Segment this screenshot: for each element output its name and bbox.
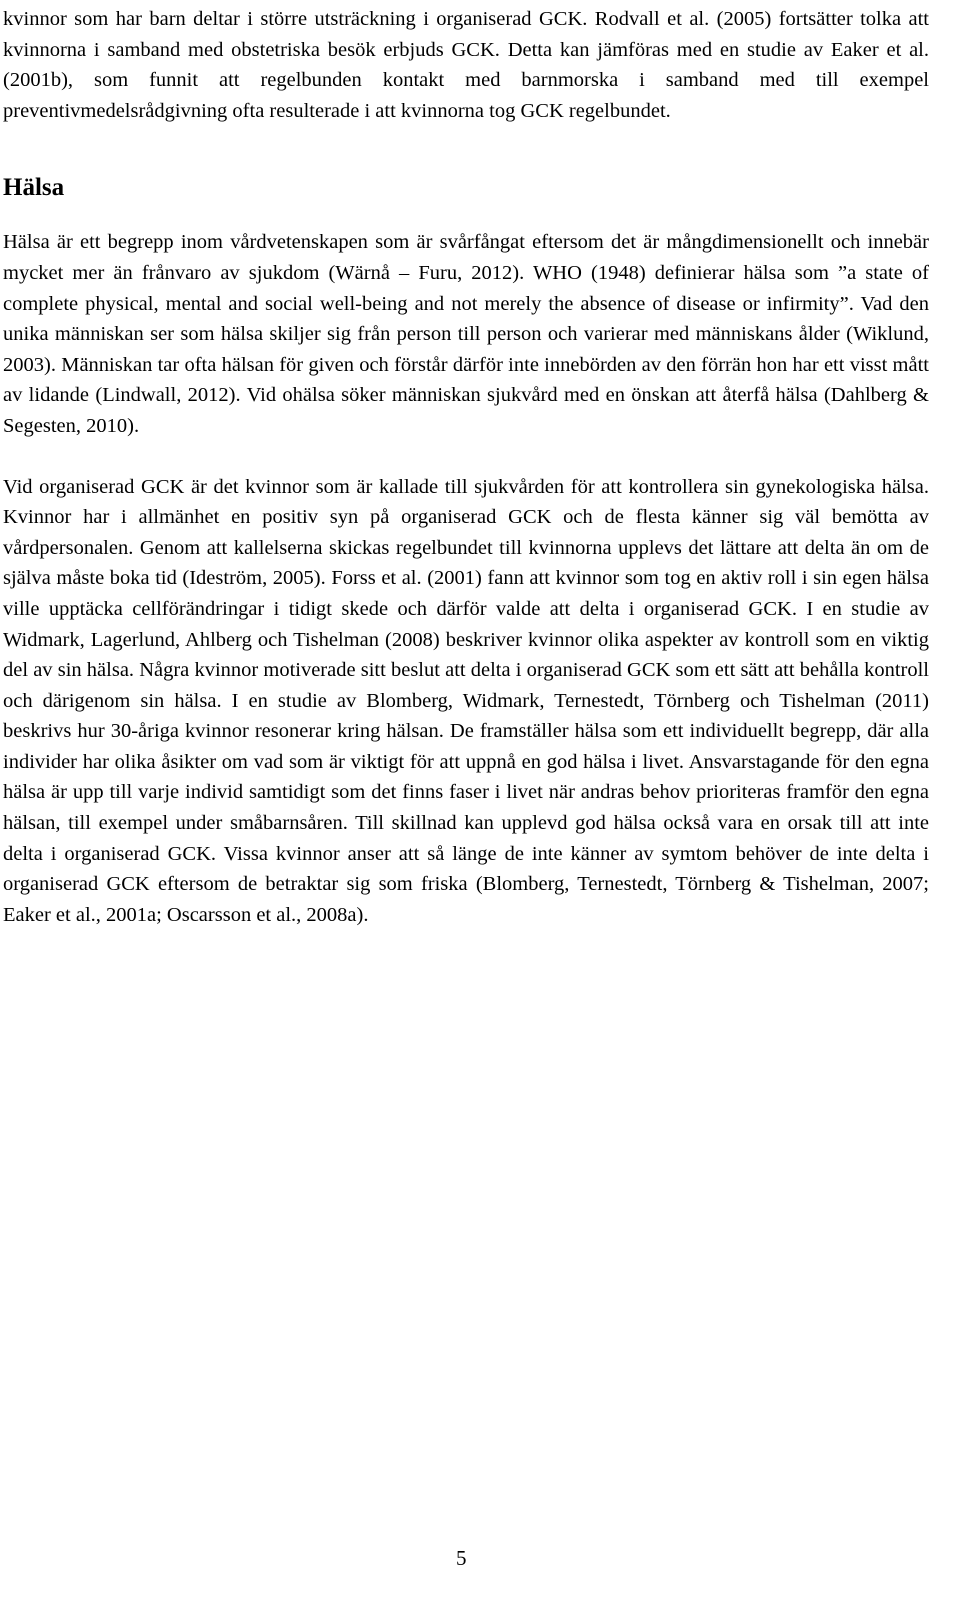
section-heading-halsa: Hälsa — [3, 174, 65, 202]
page-number: 5 — [456, 1546, 467, 1570]
intro-paragraph: kvinnor som har barn deltar i större utsträckning i organiserad GCK. Rodvall et al. (2005) fortsätter tolka att kvinnorna i samband med obstetriska besök erbjuds GCK. Detta kan jämföras med en studie av Eaker et al. (2001b), som funnit att regelbunden kontakt med barnmorska i samband med till exempel preventivmedelsrådgivning ofta resulterade i att kvinnorna tog GCK regelbundet. — [3, 8, 929, 122]
halsa-paragraph: Hälsa är ett begrepp inom vårdvetenskapen som är svårfångat eftersom det är mångdimensionellt och innebär mycket mer än frånvaro av sjukdom (Wärnå – Furu, 2012). WHO (1948) definierar hälsa som ”a state of complete physical, mental and social well-being and not merely the absence of disease or infirmity”. Vad den unika människan ser som hälsa skiljer sig från person till person och varierar med människans ålder (Wiklund, 2003). Människan tar ofta hälsan för given och förstår därför inte innebörden av den förrän hon har ett visst mått av lidande (Lindwall, 2012). Vid ohälsa söker människan sjukvård med en önskan att återfå hälsa (Dahlberg & Segesten, 2010). — [3, 231, 929, 437]
document-page — [3, 0, 929, 930]
gck-paragraph: Vid organiserad GCK är det kvinnor som är kallade till sjukvården för att kontrollera sin gynekologiska hälsa. Kvinnor har i allmänhet en positiv syn på organiserad GCK och de flesta känner sig väl bemötta av vårdpersonalen. Genom att kallelserna skickas regelbundet till kvinnorna upplevs det lättare att delta än om de själva måste boka tid (Ideström, 2005). Forss et al. (2001) fann att kvinnor som tog en aktiv roll i sin egen hälsa ville upptäcka cellförändringar i tidigt skede och därför valde att delta i organiserad GCK. I en studie av Widmark, Lagerlund, Ahlberg och Tishelman (2008) beskriver kvinnor olika aspekter av kontroll som en viktig del av sin hälsa. Några kvinnor motiverade sitt beslut att delta i organiserad GCK som ett sätt att behålla kontroll och därigenom sin hälsa. I en studie av Blomberg, Widmark, Ternestedt, Törnberg och Tishelman (2011) beskrivs hur 30-åriga kvinnor resonerar kring hälsan. De framställer hälsa som ett individuellt begrepp, där alla individer har olika åsikter om vad som är viktigt för att uppnå en god hälsa i livet. Ansvarstagande för den egna hälsa är upp till varje individ samtidigt som det finns faser i livet när andras behov prioriteras framför den egna hälsan, till exempel under småbarnsåren. Till skillnad kan upplevd god hälsa också vara en orsak till att inte delta i organiserad GCK. Vissa kvinnor anser att så länge de inte känner av symtom behöver de inte delta i organiserad GCK eftersom de betraktar sig som friska (Blomberg, Ternestedt, Törnberg & Tishelman, 2007; Eaker et al., 2001a; Oscarsson et al., 2008a). — [3, 475, 929, 926]
